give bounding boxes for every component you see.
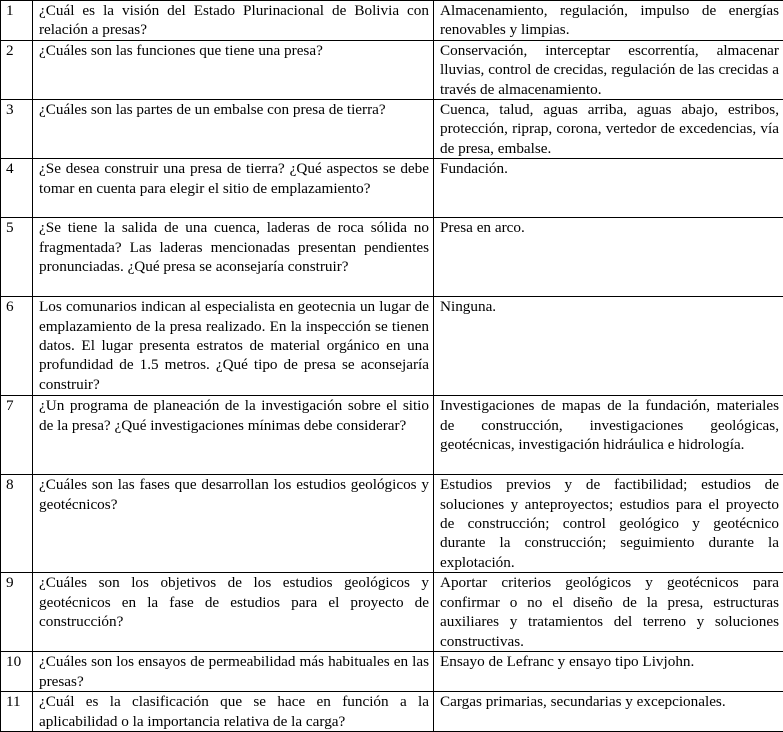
row-number: 8 <box>1 475 33 573</box>
answer-cell: Ninguna. <box>434 297 783 396</box>
table-row <box>1 218 783 297</box>
row-number: 3 <box>1 100 33 159</box>
table-row <box>1 652 783 692</box>
question-cell: ¿Cuáles son las funciones que tiene una presa? <box>33 40 434 99</box>
question-cell: ¿Cuáles son los objetivos de los estudios geológicos y geotécnicos en la fase de estudios para el proyecto de construcción? <box>33 573 434 652</box>
row-number: 1 <box>1 1 33 41</box>
table-row <box>1 40 783 99</box>
table-row <box>1 159 783 218</box>
question-cell: ¿Se tiene la salida de una cuenca, laderas de roca sólida no fragmentada? Las laderas mencionadas presentan pendientes pronunciadas. ¿Qué presa se aconsejaría construir? <box>33 218 434 297</box>
question-cell: ¿Cuáles son las partes de un embalse con presa de tierra? <box>33 100 434 159</box>
answer-cell: Almacenamiento, regulación, impulso de energías renovables y limpias. <box>434 1 783 41</box>
answer-cell: Cargas primarias, secundarias y excepcionales. <box>434 692 783 732</box>
table-row <box>1 475 783 573</box>
question-cell: ¿Se desea construir una presa de tierra? ¿Qué aspectos se debe tomar en cuenta para elegir el sitio de emplazamiento? <box>33 159 434 218</box>
row-number: 9 <box>1 573 33 652</box>
row-number: 4 <box>1 159 33 218</box>
row-number: 5 <box>1 218 33 297</box>
row-number: 10 <box>1 652 33 692</box>
table-row <box>1 396 783 475</box>
question-cell: ¿Cuál es la clasificación que se hace en función a la aplicabilidad o la importancia relativa de la carga? <box>33 692 434 732</box>
table-row <box>1 100 783 159</box>
question-cell: Los comunarios indican al especialista en geotecnia un lugar de emplazamiento de la presa realizado. En la inspección se tienen datos. El lugar presenta estratos de material orgánico en una profundidad de 1.5 metros. ¿Qué tipo de presa se aconsejaría construir? <box>33 297 434 396</box>
table-row <box>1 573 783 652</box>
row-number: 7 <box>1 396 33 475</box>
answer-cell: Aportar criterios geológicos y geotécnicos para confirmar o no el diseño de la presa, estructuras auxiliares y tratamientos del terreno y soluciones constructivas. <box>434 573 783 652</box>
question-cell: ¿Cuál es la visión del Estado Plurinacional de Bolivia con relación a presas? <box>33 1 434 41</box>
answer-cell: Conservación, interceptar escorrentía, almacenar lluvias, control de crecidas, regulación de las crecidas a través de almacenamiento. <box>434 40 783 99</box>
answer-cell: Presa en arco. <box>434 218 783 297</box>
answer-cell: Investigaciones de mapas de la fundación, materiales de construcción, investigaciones geológicas, geotécnicas, investigación hidráulica e hidrología. <box>434 396 783 475</box>
question-cell: ¿Un programa de planeación de la investigación sobre el sitio de la presa? ¿Qué investigaciones mínimas debe considerar? <box>33 396 434 475</box>
row-number: 6 <box>1 297 33 396</box>
answer-cell: Estudios previos y de factibilidad; estudios de soluciones y anteproyectos; estudios para el proyecto de construcción; control geológico y geotécnico durante la construcción; seguimiento durante la explotación. <box>434 475 783 573</box>
answer-cell: Ensayo de Lefranc y ensayo tipo Livjohn. <box>434 652 783 692</box>
answer-cell: Fundación. <box>434 159 783 218</box>
table-row <box>1 297 783 396</box>
question-cell: ¿Cuáles son los ensayos de permeabilidad más habituales en las presas? <box>33 652 434 692</box>
row-number: 11 <box>1 692 33 732</box>
table-row <box>1 692 783 732</box>
question-cell: ¿Cuáles son las fases que desarrollan los estudios geológicos y geotécnicos? <box>33 475 434 573</box>
table-row <box>1 1 783 41</box>
row-number: 2 <box>1 40 33 99</box>
answer-cell: Cuenca, talud, aguas arriba, aguas abajo, estribos, protección, riprap, corona, vertedor de excedencias, vía de presa, embalse. <box>434 100 783 159</box>
